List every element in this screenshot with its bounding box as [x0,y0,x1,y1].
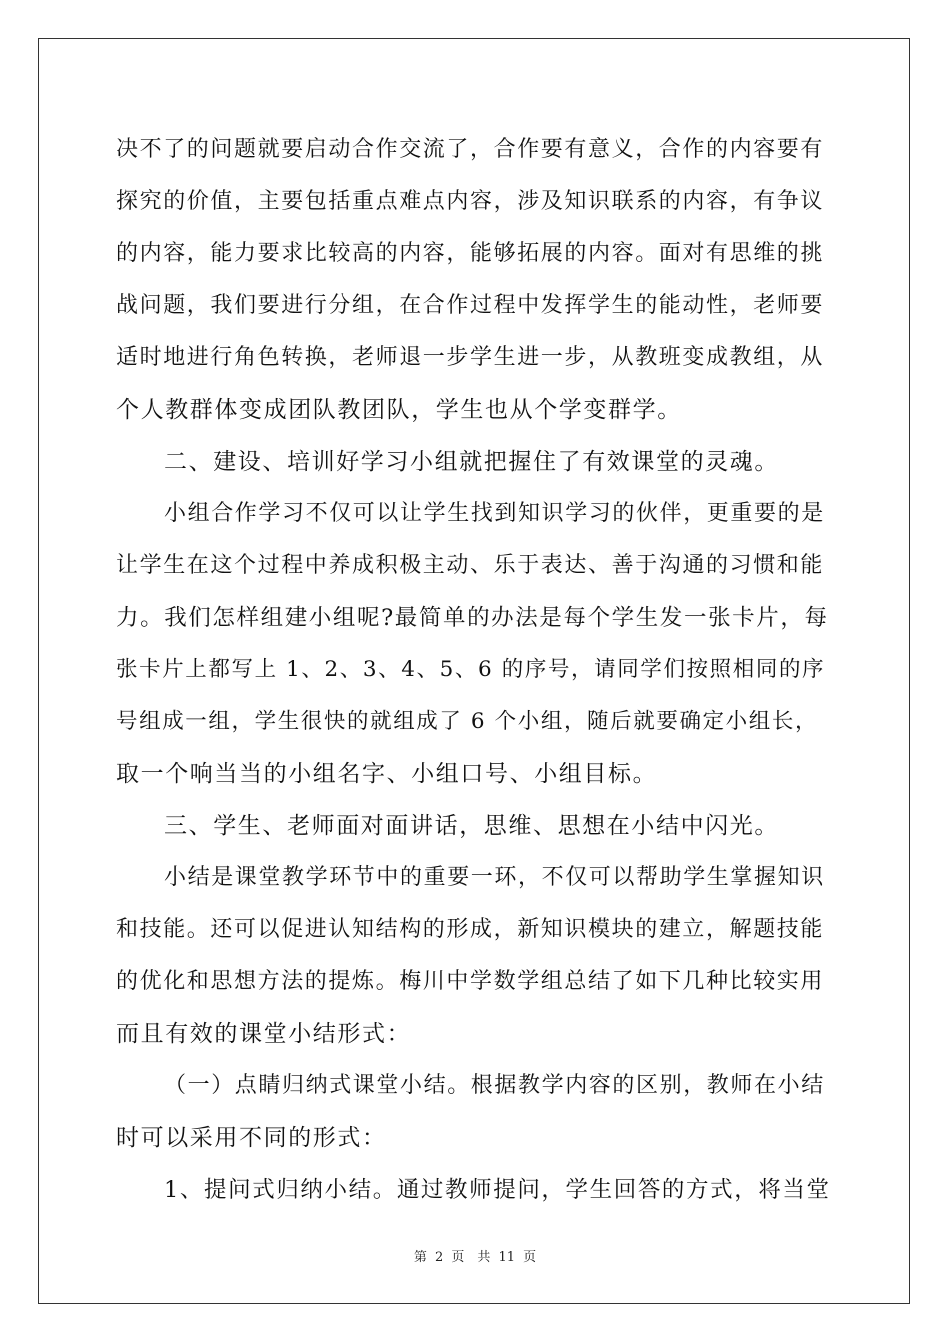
text-line: 小组合作学习不仅可以让学生找到知识学习的伙伴，更重要的是 [164,501,825,526]
section-heading: 三、学生、老师面对面讲话，思维、思想在小结中闪光。 [164,813,779,839]
text-line: 1、提问式归纳小结。通过教师提问，学生回答的方式，将当堂 [164,1177,831,1203]
text-line: 让学生在这个过程中养成积极主动、乐于表达、善于沟通的习惯和能 [116,553,825,578]
text-line: 小结是课堂教学环节中的重要一环，不仅可以帮助学生掌握知识 [164,865,825,890]
text-line: 号组成一组，学生很快的就组成了 6 个小组，随后就要确定小组长， [116,709,819,734]
text-line: 力。我们怎样组建小组呢?最简单的办法是每个学生发一张卡片，每 [116,605,829,631]
text-line: 的内容，能力要求比较高的内容，能够拓展的内容。面对有思维的挑 [116,241,825,266]
text-line: （一）点睛归纳式课堂小结。根据教学内容的区别，教师在小结 [164,1073,825,1098]
text-line: 张卡片上都写上 1、2、3、4、5、6 的序号，请同学们按照相同的序 [116,657,826,682]
text-line: 取一个响当当的小组名字、小组口号、小组目标。 [116,761,658,787]
text-line: 的优化和思想方法的提炼。梅川中学数学组总结了如下几种比较实用 [116,969,825,994]
page-number-footer: 第 2 页 共 11 页 [413,1250,537,1265]
text-line: 探究的价值，主要包括重点难点内容，涉及知识联系的内容，有争议 [116,189,825,214]
document-body [116,124,832,1216]
text-line: 和技能。还可以促进认知结构的形成，新知识模块的建立，解题技能 [116,917,825,942]
text-line: 时可以采用不同的形式： [116,1125,387,1151]
text-line: 决不了的问题就要启动合作交流了，合作要有意义，合作的内容要有 [116,137,825,162]
text-line: 战问题，我们要进行分组，在合作过程中发挥学生的能动性，老师要 [116,293,825,318]
text-line: 个人教群体变成团队教团队，学生也从个学变群学。 [116,397,682,423]
text-line: 而且有效的课堂小结形式： [116,1021,412,1047]
text-line: 适时地进行角色转换，老师退一步学生进一步，从教班变成教组，从 [116,345,825,370]
section-heading: 二、建设、培训好学习小组就把握住了有效课堂的灵魂。 [164,449,779,475]
